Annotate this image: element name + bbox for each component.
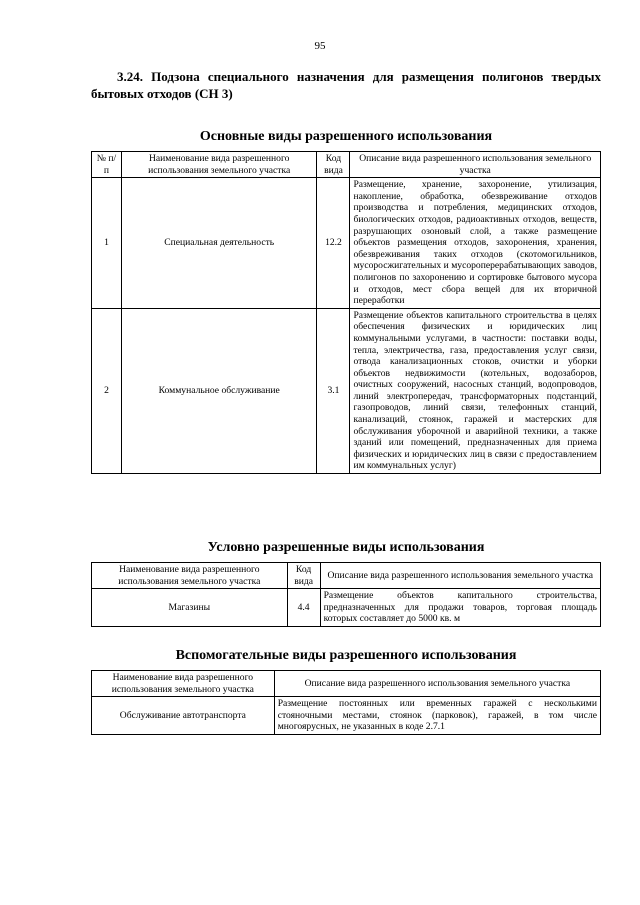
- column-header-code: Код вида: [287, 563, 320, 589]
- use-name: Обслуживание автотранспорта: [92, 697, 275, 735]
- use-description: Размещение объектов капитального строительства, предназначенных для продажи товаров, торговая площадь которых составляет до 5000 кв. м: [320, 589, 600, 627]
- auxiliary-table-title: Вспомогательные виды разрешенного использования: [175, 648, 517, 663]
- main-table-title: Основные виды разрешенного использования: [199, 129, 493, 144]
- main-uses-table: [91, 151, 601, 474]
- table-header-row: [92, 671, 601, 697]
- use-description: Размещение объектов капитального строительства в целях обеспечения физических и юридических лиц коммунальными услугами, в частности: поставки воды, тепла, электричества, газа, предоставления услуг связи, отвода канализационных стоков, очистки и уборки объектов недвижимости (котельных, водозаборов, очистных сооружений, насосных станций, водопроводов, линий электропередач, трансформаторных подстанций, газопроводов, линий связи, телефонных станций, канализаций, стоянок, гаражей и мастерских для обслуживания уборочной и аварийной техники, а также зданий или помещений, предназначенных для приема физических и юридических лиц в связи с предоставлением им коммунальных услуг): [350, 308, 601, 473]
- column-header-name: Наименование вида разрешенного использования земельного участка: [121, 152, 317, 178]
- column-header-description: Описание вида разрешенного использования земельного участка: [274, 671, 600, 697]
- row-number: 1: [92, 178, 122, 309]
- use-description: Размещение, хранение, захоронение, утилизация, накопление, обработка, обезвреживание отходов производства и потребления, медицинских отходов, биологических отходов, радиоактивных отходов, веществ, разрушающих озоновый слой, а также размещение объектов размещения отходов, захоронения, хранения, обезвреживания таких отходов (скотомогильников, мусоросжигательных и мусороперерабатывающих заводов, полигонов по захоронению и сортировке бытового мусора и отходов, мест сбора вещей для их вторичной переработки: [350, 178, 601, 309]
- column-header-name: Наименование вида разрешенного использования земельного участка: [92, 671, 275, 697]
- use-code: 3.1: [317, 308, 350, 473]
- column-header-number: № п/п: [92, 152, 122, 178]
- page-number: 95: [314, 40, 326, 52]
- column-header-description: Описание вида разрешенного использования земельного участка: [320, 563, 600, 589]
- use-name: Специальная деятельность: [121, 178, 317, 309]
- table-row: [92, 308, 601, 473]
- table-header-row: [92, 563, 601, 589]
- row-number: 2: [92, 308, 122, 473]
- table-row: [92, 697, 601, 735]
- use-name: Коммунальное обслуживание: [121, 308, 317, 473]
- column-header-code: Код вида: [317, 152, 350, 178]
- section-heading: 3.24. Подзона специального назначения для размещения полигонов твердых бытовых отходов (СН 3): [91, 69, 601, 101]
- use-description: Размещение постоянных или временных гаражей с несколькими стояночными местами, стоянок (парковок), гаражей, в том числе многоярусных, не указанных в коде 2.7.1: [274, 697, 600, 735]
- table-row: [92, 589, 601, 627]
- column-header-name: Наименование вида разрешенного использования земельного участка: [92, 563, 288, 589]
- use-code: 12.2: [317, 178, 350, 309]
- table-header-row: [92, 152, 601, 178]
- conditional-table-title: Условно разрешенные виды использования: [207, 540, 485, 555]
- conditional-uses-table: [91, 562, 601, 627]
- table-row: [92, 178, 601, 309]
- auxiliary-uses-table: [91, 670, 601, 735]
- use-name: Магазины: [92, 589, 288, 627]
- column-header-description: Описание вида разрешенного использования земельного участка: [350, 152, 601, 178]
- use-code: 4.4: [287, 589, 320, 627]
